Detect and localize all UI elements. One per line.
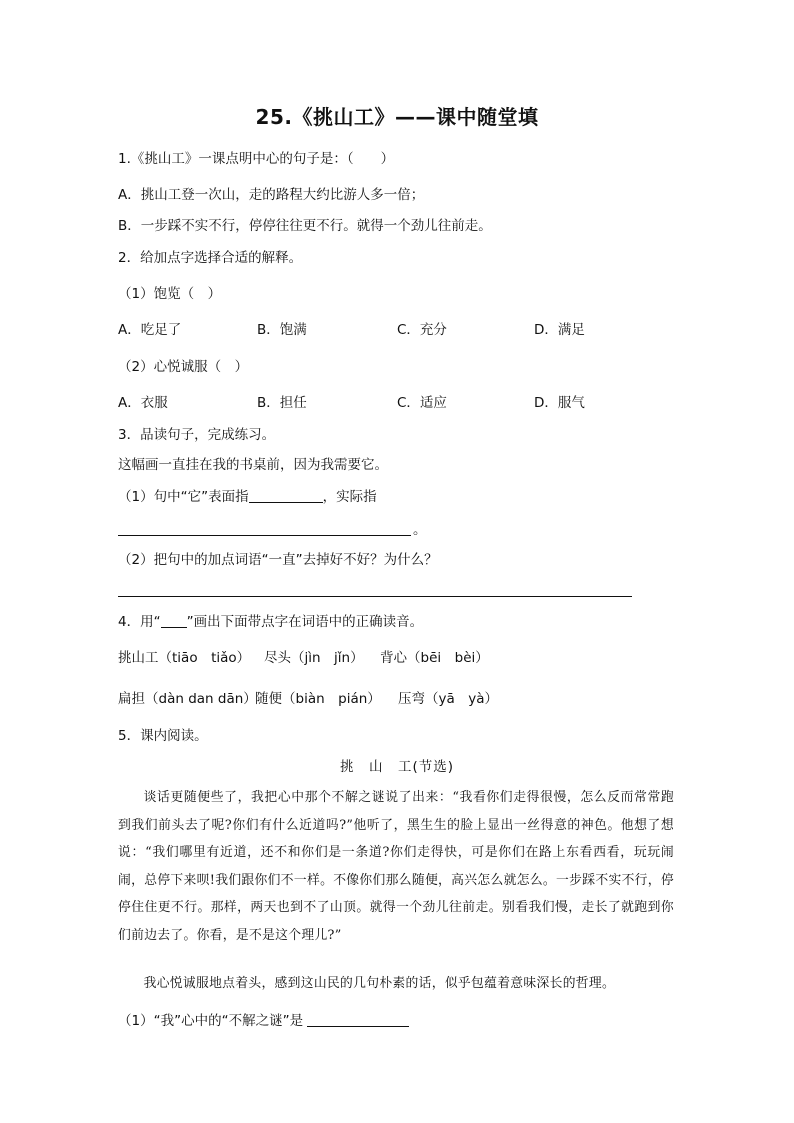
q5-answer-blank[interactable] <box>307 1026 409 1027</box>
q5-sub1 <box>118 1012 409 1030</box>
q3-stem: 3．品读句子，完成练习。 <box>118 427 276 443</box>
page-title: 25.《挑山工》——课中随堂填 <box>255 105 539 129</box>
q2-sub2-option: A．衣服 <box>118 395 168 411</box>
q3-sentence: 这幅画一直挂在我的书桌前，因为我需要它。 <box>118 457 388 473</box>
q4-word: 挑山工（tiāo tiǎo） <box>118 650 251 666</box>
q4-word: 压弯（yā yà） <box>398 691 499 707</box>
q4-underline-sample <box>161 627 187 628</box>
q1-stem: 1.《挑山工》一课点明中心的句子是：（ ） <box>118 151 395 167</box>
q3-sub1 <box>118 488 377 506</box>
passage-paragraph-2: 我心悦诚服地点着头，感到这山民的几句朴素的话，似乎包蕴着意味深长的哲理。 <box>143 976 616 991</box>
q4-stem-text-2: ”画出下面带点字在词语中的正确读音。 <box>186 614 424 630</box>
q2-sub1-option: A．吃足了 <box>118 322 182 338</box>
passage-title: 挑 山 工(节选) <box>339 759 455 775</box>
q3-sub1-text: （1）句中“它”表面指 <box>118 489 249 505</box>
q3-sub1-end: 。 <box>413 522 427 538</box>
q2-sub1-label: （1）饱览（ ） <box>118 286 222 302</box>
q5-sub1-text: （1）“我”心中的“不解之谜”是 <box>118 1013 304 1029</box>
q2-sub1-option: D．满足 <box>534 322 585 338</box>
passage-paragraph-1: 谈话更随便些了，我把心中那个不解之谜说了出来：“我看你们走得很慢，怎么反而常常跑到我们前头去了呢?你们有什么近道吗?”他听了，黑生生的脸上显出一丝得意的神色。他想了想说：“我们哪里有近道，还不和你们是一条道?你们走得快，可是你们在路上东看西看，玩玩闹闹，总停下来呗!我们跟你们不一样。不像你们那么随便，高兴怎么就怎么。一步踩不实不行，停停住住更不行。那样，两天也到不了山顶。就得一个劲儿往前走。别看我们慢，走长了就跑到你们前边去了。你看，是不是这个理儿?” <box>118 790 674 943</box>
q4-stem-text-1: 4．用“ <box>118 614 161 630</box>
q5-stem: 5．课内阅读。 <box>118 728 208 744</box>
q1-option-b: B．一步踩不实不行，停停往往更不行。就得一个劲儿往前走。 <box>118 218 492 234</box>
q2-sub1-option: C．充分 <box>397 322 447 338</box>
q3-answer-line-2[interactable] <box>118 596 632 597</box>
q4-stem <box>118 613 423 631</box>
q4-word: 背心（bēi bèi） <box>380 650 489 666</box>
q1-option-a: A．挑山工登一次山，走的路程大约比游人多一倍； <box>118 187 425 203</box>
q2-sub2-label: （2）心悦诚服（ ） <box>118 359 249 375</box>
q3-answer-line-1[interactable] <box>118 535 411 536</box>
q3-sub1-text-2: ，实际指 <box>322 489 377 505</box>
q4-word: 随便（biàn pián） <box>255 691 381 707</box>
q2-sub2-option: C．适应 <box>397 395 447 411</box>
q4-word: 扁担（dàn dan dān） <box>118 691 257 707</box>
q2-sub1-option: B．饱满 <box>257 322 307 338</box>
q3-answer-blank-1[interactable] <box>249 502 323 503</box>
q4-word: 尽头（jìn jǐn） <box>264 650 364 666</box>
q2-sub2-option: D．服气 <box>534 395 585 411</box>
q2-sub2-option: B．担任 <box>257 395 307 411</box>
q2-stem: 2．给加点字选择合适的解释。 <box>118 250 303 266</box>
q3-sub2: （2）把句中的加点词语“一直”去掉好不好？为什么？ <box>118 552 438 568</box>
